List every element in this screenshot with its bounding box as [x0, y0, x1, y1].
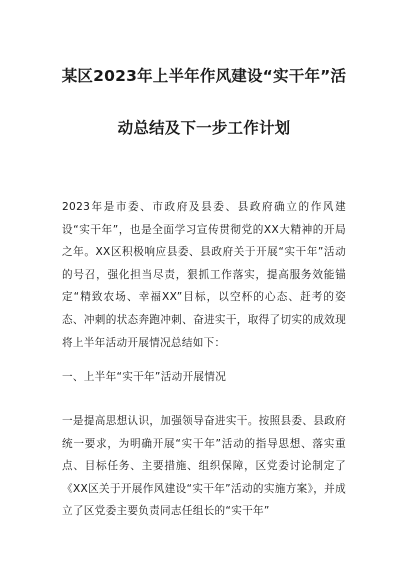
section-heading: 一、上半年“实干年”活动开展情况: [62, 371, 227, 383]
body-paragraph: 一是提高思想认识，加强领导奋进实干。按照县委、县政府统一要求，为明确开展“实干年”活动的指导思想、落实重点、目标任务、主要措施、组织保障，区党委讨论制定了《XX区关于开展作风建设“实干年”活动的实施方案》，并成立了区党委主要负责同志任组长的“实干年”: [62, 415, 346, 518]
document-title-line-1: 某区2023年上半年作风建设“实干年”活: [61, 67, 347, 85]
document-title-line-2: 动总结及下一步工作计划: [117, 119, 291, 137]
intro-paragraph: 2023年是市委、市政府及县委、县政府确立的作风建设“实干年”，也是全面学习宣传贯彻党的XX大精神的开局之年。XX区积极响应县委、县政府关于开展“实干年”活动的号召，强化担当尽责，狠抓工作落实，提高服务效能锚定“精致农场、幸福XX”目标，以空杯的心态、赶考的姿态、冲刺的状态奔跑冲刺、奋进实干，取得了切实的成效现将上半年活动开展情况总结如下：: [62, 201, 346, 349]
